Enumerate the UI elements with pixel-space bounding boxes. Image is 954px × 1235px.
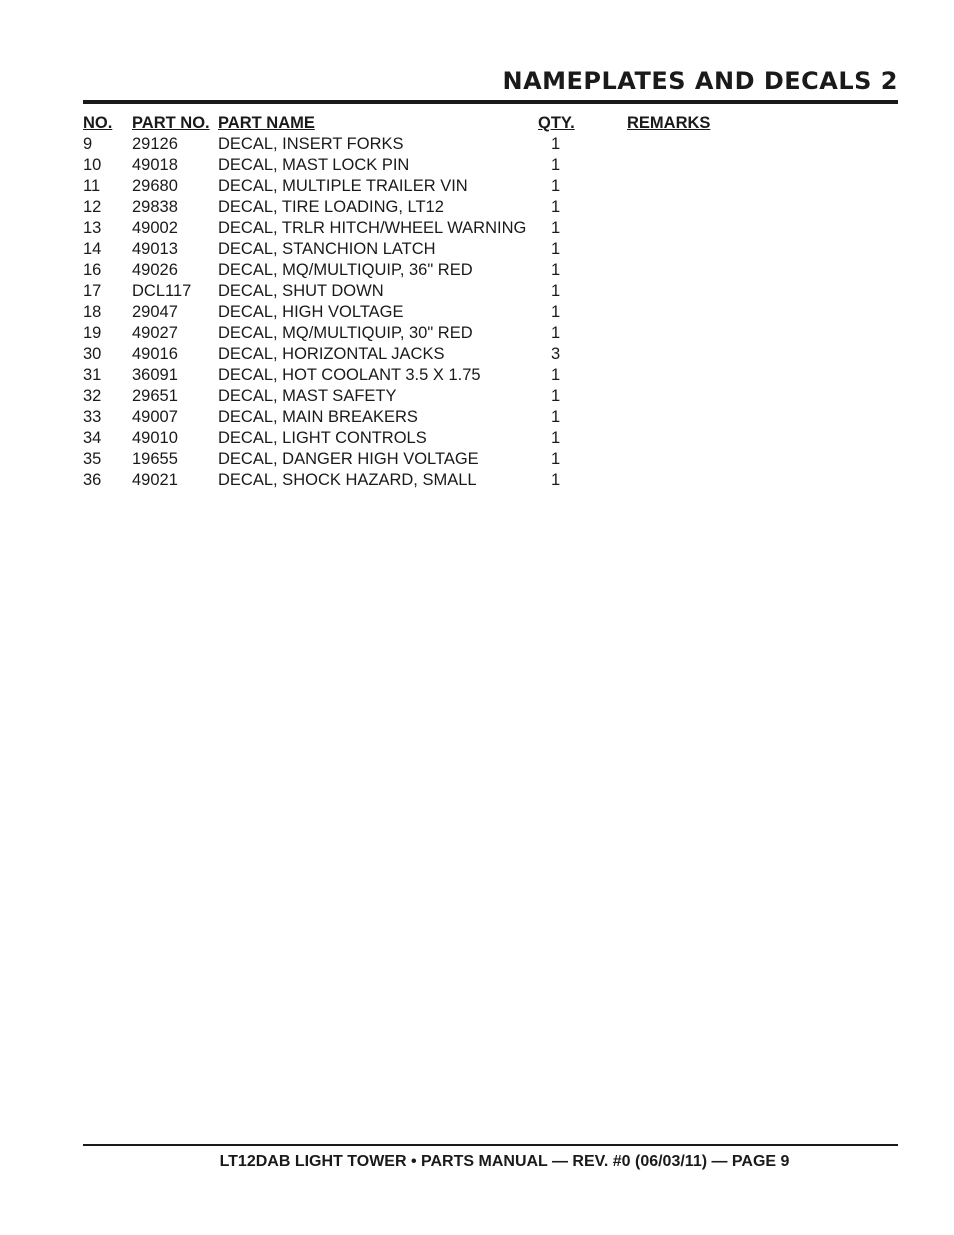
cell-part-no: 29047: [132, 303, 178, 321]
parts-table: [83, 113, 747, 491]
page-footer: LT12DAB LIGHT TOWER • PARTS MANUAL — REV. #0 (06/03/11) — PAGE 9: [219, 1153, 790, 1170]
table-row: [83, 365, 747, 386]
cell-qty: 1: [551, 156, 561, 174]
cell-part-name: DECAL, LIGHT CONTROLS: [218, 429, 427, 447]
cell-part-no: 49021: [132, 471, 178, 489]
cell-qty: 1: [551, 135, 561, 153]
header-remarks: REMARKS: [627, 114, 711, 132]
cell-remarks: [627, 344, 747, 365]
cell-no: 13: [83, 219, 102, 237]
cell-remarks: [627, 365, 747, 386]
cell-no: 17: [83, 282, 102, 300]
table-row: [83, 344, 747, 365]
cell-part-name: DECAL, MAST SAFETY: [218, 387, 397, 405]
cell-qty: 1: [551, 471, 561, 489]
cell-part-no: 36091: [132, 366, 178, 384]
cell-remarks: [627, 197, 747, 218]
cell-part-name: DECAL, STANCHION LATCH: [218, 240, 436, 258]
cell-part-no: 49010: [132, 429, 178, 447]
cell-part-name: DECAL, HIGH VOLTAGE: [218, 303, 404, 321]
cell-remarks: [627, 239, 747, 260]
cell-qty: 1: [551, 387, 561, 405]
cell-no: 19: [83, 324, 102, 342]
cell-part-no: 49026: [132, 261, 178, 279]
cell-no: 10: [83, 156, 102, 174]
header-no: NO.: [83, 114, 113, 132]
cell-qty: 1: [551, 429, 561, 447]
cell-no: 36: [83, 471, 102, 489]
cell-part-name: DECAL, SHUT DOWN: [218, 282, 384, 300]
cell-remarks: [627, 407, 747, 428]
cell-part-name: DECAL, SHOCK HAZARD, SMALL: [218, 471, 477, 489]
cell-no: 33: [83, 408, 102, 426]
cell-part-no: 29680: [132, 177, 178, 195]
cell-part-name: DECAL, INSERT FORKS: [218, 135, 404, 153]
cell-remarks: [627, 218, 747, 239]
header-part-no: PART NO.: [132, 114, 210, 132]
cell-remarks: [627, 155, 747, 176]
table-row: [83, 239, 747, 260]
table-row: [83, 470, 747, 491]
table-row: [83, 281, 747, 302]
cell-part-name: DECAL, DANGER HIGH VOLTAGE: [218, 450, 479, 468]
table-row: [83, 302, 747, 323]
cell-no: 34: [83, 429, 102, 447]
cell-no: 9: [83, 135, 93, 153]
cell-no: 14: [83, 240, 102, 258]
cell-qty: 1: [551, 282, 561, 300]
cell-remarks: [627, 386, 747, 407]
cell-part-name: DECAL, MAST LOCK PIN: [218, 156, 410, 174]
header-qty: QTY.: [538, 114, 575, 132]
cell-remarks: [627, 281, 747, 302]
cell-no: 16: [83, 261, 102, 279]
cell-qty: 1: [551, 450, 561, 468]
cell-no: 30: [83, 345, 102, 363]
cell-part-no: 29126: [132, 135, 178, 153]
table-row: [83, 386, 747, 407]
table-header-row: [83, 113, 747, 134]
cell-part-name: DECAL, MQ/MULTIQUIP, 36" RED: [218, 261, 473, 279]
cell-remarks: [627, 260, 747, 281]
cell-part-name: DECAL, MQ/MULTIQUIP, 30" RED: [218, 324, 473, 342]
table-row: [83, 449, 747, 470]
cell-part-no: 49007: [132, 408, 178, 426]
cell-qty: 1: [551, 219, 561, 237]
cell-remarks: [627, 323, 747, 344]
cell-part-no: 19655: [132, 450, 178, 468]
table-row: [83, 134, 747, 155]
cell-remarks: [627, 302, 747, 323]
table-row: [83, 260, 747, 281]
table-row: [83, 197, 747, 218]
table-row: [83, 218, 747, 239]
cell-part-name: DECAL, TRLR HITCH/WHEEL WARNING: [218, 219, 527, 237]
cell-remarks: [627, 428, 747, 449]
cell-no: 32: [83, 387, 102, 405]
cell-part-no: 49016: [132, 345, 178, 363]
header-part-name: PART NAME: [218, 114, 315, 132]
cell-qty: 1: [551, 408, 561, 426]
cell-part-no: 29651: [132, 387, 178, 405]
table-row: [83, 176, 747, 197]
cell-part-no: 49027: [132, 324, 178, 342]
cell-no: 35: [83, 450, 102, 468]
cell-part-no: 49013: [132, 240, 178, 258]
cell-qty: 1: [551, 303, 561, 321]
cell-part-no: DCL117: [132, 282, 192, 300]
cell-qty: 1: [551, 324, 561, 342]
cell-part-no: 49018: [132, 156, 178, 174]
cell-part-name: DECAL, TIRE LOADING, LT12: [218, 198, 444, 216]
cell-part-name: DECAL, HOT COOLANT 3.5 X 1.75: [218, 366, 481, 384]
cell-remarks: [627, 176, 747, 197]
cell-part-name: DECAL, MULTIPLE TRAILER VIN: [218, 177, 468, 195]
cell-part-no: 29838: [132, 198, 178, 216]
table-row: [83, 155, 747, 176]
cell-qty: 1: [551, 240, 561, 258]
cell-remarks: [627, 134, 747, 155]
cell-no: 12: [83, 198, 102, 216]
cell-remarks: [627, 449, 747, 470]
cell-qty: 1: [551, 177, 561, 195]
table-row: [83, 407, 747, 428]
cell-no: 11: [83, 177, 101, 195]
cell-part-name: DECAL, HORIZONTAL JACKS: [218, 345, 445, 363]
cell-part-no: 49002: [132, 219, 178, 237]
cell-qty: 1: [551, 198, 561, 216]
cell-part-name: DECAL, MAIN BREAKERS: [218, 408, 418, 426]
cell-remarks: [627, 470, 747, 491]
footer-divider: [83, 1144, 898, 1146]
table-row: [83, 323, 747, 344]
cell-no: 18: [83, 303, 102, 321]
cell-qty: 3: [551, 345, 561, 363]
cell-no: 31: [83, 366, 102, 384]
cell-qty: 1: [551, 366, 561, 384]
parts-table-body: [83, 134, 747, 491]
title-divider: [83, 100, 898, 104]
cell-qty: 1: [551, 261, 561, 279]
table-row: [83, 428, 747, 449]
page-title: NAMEPLATES AND DECALS 2: [502, 67, 898, 95]
